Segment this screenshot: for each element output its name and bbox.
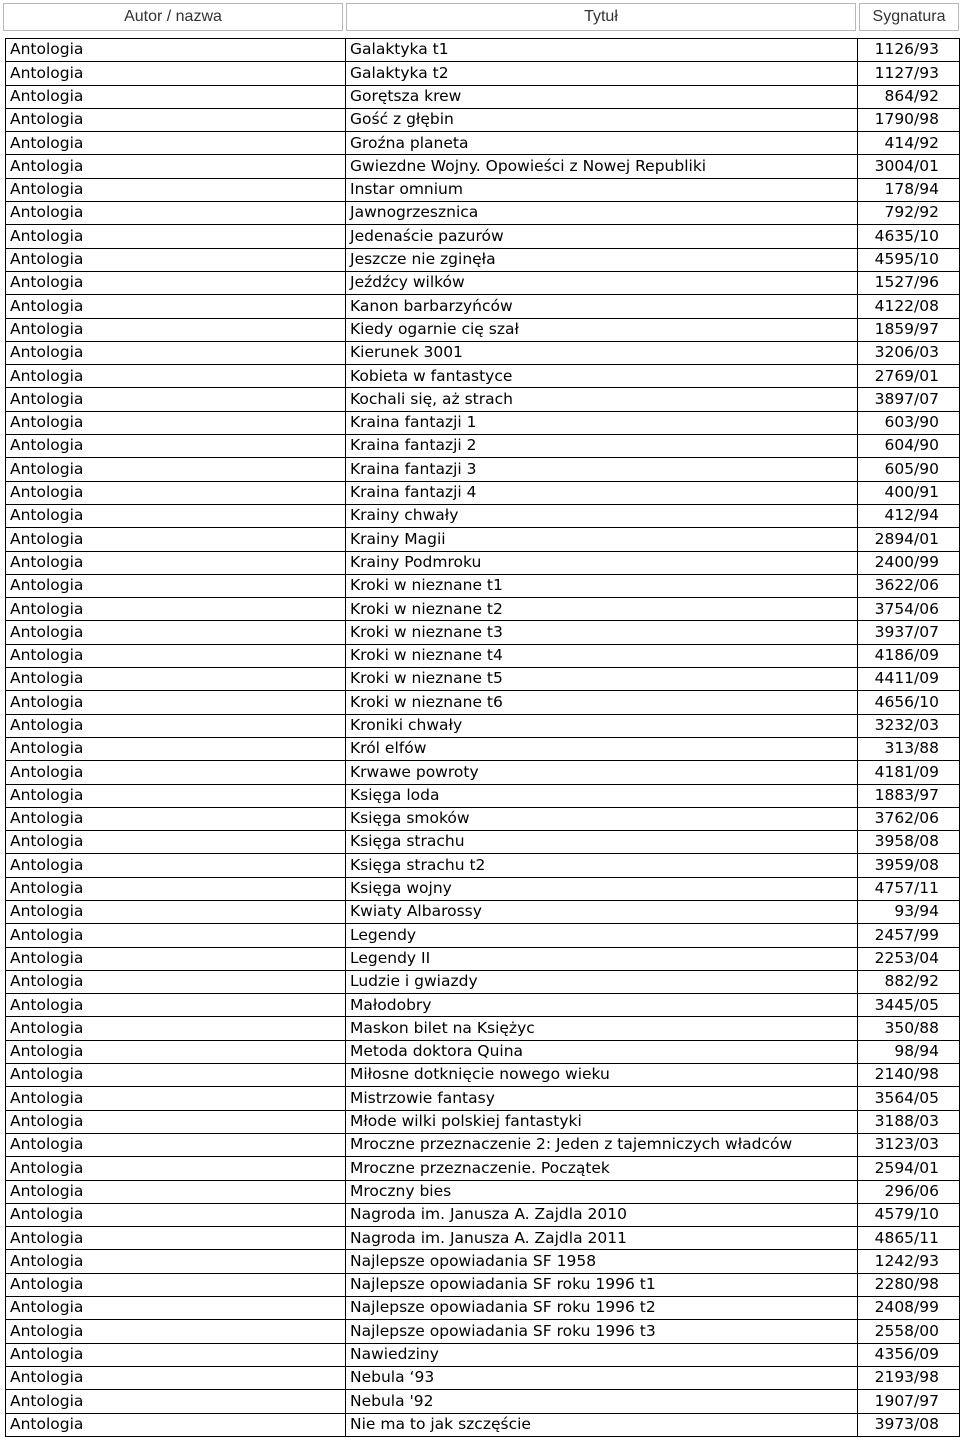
signature-cell: 2140/98	[858, 1064, 960, 1087]
title-cell: Jawnogrzesznica	[346, 202, 858, 225]
title-cell: Kanon barbarzyńców	[346, 295, 858, 318]
table-row	[6, 947, 960, 970]
author-cell: Antologia	[6, 621, 346, 644]
title-cell: Instar omnium	[346, 178, 858, 201]
table-row	[6, 528, 960, 551]
table-row	[6, 132, 960, 155]
table-row	[6, 1180, 960, 1203]
table-row	[6, 1320, 960, 1343]
author-cell: Antologia	[6, 132, 346, 155]
signature-cell: 2408/99	[858, 1297, 960, 1320]
author-cell: Antologia	[6, 528, 346, 551]
title-cell: Nie ma to jak szczęście	[346, 1413, 858, 1436]
signature-cell: 2253/04	[858, 947, 960, 970]
title-cell: Nawiedziny	[346, 1343, 858, 1366]
signature-cell: 3973/08	[858, 1413, 960, 1436]
table-row	[6, 202, 960, 225]
author-cell: Antologia	[6, 435, 346, 458]
signature-cell: 3123/03	[858, 1133, 960, 1156]
author-cell: Antologia	[6, 668, 346, 691]
author-cell: Antologia	[6, 318, 346, 341]
signature-cell: 4122/08	[858, 295, 960, 318]
table-row	[6, 1273, 960, 1296]
author-cell: Antologia	[6, 481, 346, 504]
table-row	[6, 1250, 960, 1273]
signature-cell: 2400/99	[858, 551, 960, 574]
table-row	[6, 1203, 960, 1226]
signature-cell: 414/92	[858, 132, 960, 155]
title-cell: Księga smoków	[346, 807, 858, 830]
title-cell: Miłosne dotknięcie nowego wieku	[346, 1064, 858, 1087]
table-row	[6, 691, 960, 714]
signature-cell: 2558/00	[858, 1320, 960, 1343]
author-cell: Antologia	[6, 108, 346, 131]
author-cell: Antologia	[6, 62, 346, 85]
signature-cell: 4757/11	[858, 877, 960, 900]
title-cell: Kwiaty Albarossy	[346, 900, 858, 923]
author-cell: Antologia	[6, 598, 346, 621]
title-cell: Mistrzowie fantasy	[346, 1087, 858, 1110]
title-cell: Krainy Podmroku	[346, 551, 858, 574]
title-cell: Księga loda	[346, 784, 858, 807]
title-cell: Jeźdźcy wilków	[346, 271, 858, 294]
author-cell: Antologia	[6, 1157, 346, 1180]
author-cell: Antologia	[6, 1227, 346, 1250]
author-cell: Antologia	[6, 737, 346, 760]
table-row	[6, 574, 960, 597]
signature-cell: 3937/07	[858, 621, 960, 644]
title-cell: Kroki w nieznane t2	[346, 598, 858, 621]
table-row	[6, 1157, 960, 1180]
title-cell: Legendy II	[346, 947, 858, 970]
table-row	[6, 714, 960, 737]
title-cell: Król elfów	[346, 737, 858, 760]
author-cell: Antologia	[6, 155, 346, 178]
table-row	[6, 178, 960, 201]
author-cell: Antologia	[6, 1203, 346, 1226]
signature-cell: 792/92	[858, 202, 960, 225]
signature-cell: 1242/93	[858, 1250, 960, 1273]
signature-cell: 412/94	[858, 504, 960, 527]
table-row	[6, 551, 960, 574]
signature-cell: 1883/97	[858, 784, 960, 807]
table-row	[6, 900, 960, 923]
signature-cell: 3754/06	[858, 598, 960, 621]
table-row	[6, 318, 960, 341]
table-row	[6, 1297, 960, 1320]
table-row	[6, 668, 960, 691]
author-cell: Antologia	[6, 714, 346, 737]
author-cell: Antologia	[6, 295, 346, 318]
author-cell: Antologia	[6, 202, 346, 225]
title-cell: Najlepsze opowiadania SF roku 1996 t2	[346, 1297, 858, 1320]
author-cell: Antologia	[6, 225, 346, 248]
catalog-table	[5, 38, 960, 1437]
author-cell: Antologia	[6, 574, 346, 597]
author-cell: Antologia	[6, 1413, 346, 1436]
title-cell: Kroki w nieznane t3	[346, 621, 858, 644]
signature-cell: 296/06	[858, 1180, 960, 1203]
table-row	[6, 504, 960, 527]
signature-cell: 2457/99	[858, 924, 960, 947]
table-row	[6, 1110, 960, 1133]
signature-cell: 4595/10	[858, 248, 960, 271]
signature-cell: 1126/93	[858, 39, 960, 62]
signature-cell: 605/90	[858, 458, 960, 481]
signature-cell: 98/94	[858, 1040, 960, 1063]
signature-cell: 3897/07	[858, 388, 960, 411]
signature-cell: 4656/10	[858, 691, 960, 714]
signature-cell: 2894/01	[858, 528, 960, 551]
title-cell: Krainy Magii	[346, 528, 858, 551]
title-cell: Najlepsze opowiadania SF roku 1996 t1	[346, 1273, 858, 1296]
author-cell: Antologia	[6, 831, 346, 854]
signature-cell: 3004/01	[858, 155, 960, 178]
author-cell: Antologia	[6, 644, 346, 667]
table-row	[6, 435, 960, 458]
table-row	[6, 108, 960, 131]
signature-cell: 3762/06	[858, 807, 960, 830]
signature-cell: 3232/03	[858, 714, 960, 737]
signature-cell: 350/88	[858, 1017, 960, 1040]
signature-cell: 1127/93	[858, 62, 960, 85]
title-cell: Kroki w nieznane t5	[346, 668, 858, 691]
table-row	[6, 994, 960, 1017]
table-row	[6, 155, 960, 178]
table-row	[6, 458, 960, 481]
title-cell: Kraina fantazji 4	[346, 481, 858, 504]
signature-cell: 178/94	[858, 178, 960, 201]
author-cell: Antologia	[6, 411, 346, 434]
title-cell: Kochali się, aż strach	[346, 388, 858, 411]
title-cell: Mroczny bies	[346, 1180, 858, 1203]
signature-cell: 1907/97	[858, 1390, 960, 1413]
table-row	[6, 831, 960, 854]
signature-cell: 3564/05	[858, 1087, 960, 1110]
signature-cell: 2280/98	[858, 1273, 960, 1296]
author-cell: Antologia	[6, 854, 346, 877]
signature-cell: 2769/01	[858, 365, 960, 388]
signature-cell: 93/94	[858, 900, 960, 923]
author-cell: Antologia	[6, 1390, 346, 1413]
table-row	[6, 411, 960, 434]
author-cell: Antologia	[6, 877, 346, 900]
signature-cell: 3959/08	[858, 854, 960, 877]
title-cell: Nagroda im. Janusza A. Zajdla 2011	[346, 1227, 858, 1250]
author-cell: Antologia	[6, 1040, 346, 1063]
author-cell: Antologia	[6, 1017, 346, 1040]
author-cell: Antologia	[6, 1297, 346, 1320]
table-row	[6, 1390, 960, 1413]
author-cell: Antologia	[6, 1250, 346, 1273]
title-cell: Kiedy ogarnie cię szał	[346, 318, 858, 341]
table-row	[6, 1040, 960, 1063]
author-cell: Antologia	[6, 1064, 346, 1087]
author-cell: Antologia	[6, 970, 346, 993]
title-cell: Krwawe powroty	[346, 761, 858, 784]
signature-cell: 4356/09	[858, 1343, 960, 1366]
signature-cell: 4181/09	[858, 761, 960, 784]
title-cell: Nebula ‘93	[346, 1366, 858, 1389]
title-cell: Legendy	[346, 924, 858, 947]
table-row	[6, 341, 960, 364]
title-cell: Najlepsze opowiadania SF roku 1996 t3	[346, 1320, 858, 1343]
title-cell: Kraina fantazji 1	[346, 411, 858, 434]
table-row	[6, 784, 960, 807]
author-cell: Antologia	[6, 900, 346, 923]
author-cell: Antologia	[6, 85, 346, 108]
author-cell: Antologia	[6, 39, 346, 62]
signature-cell: 2594/01	[858, 1157, 960, 1180]
signature-cell: 604/90	[858, 435, 960, 458]
table-header	[0, 0, 960, 34]
table-row	[6, 39, 960, 62]
title-cell: Galaktyka t2	[346, 62, 858, 85]
title-cell: Kobieta w fantastyce	[346, 365, 858, 388]
signature-cell: 400/91	[858, 481, 960, 504]
author-cell: Antologia	[6, 1366, 346, 1389]
table-row	[6, 761, 960, 784]
author-cell: Antologia	[6, 458, 346, 481]
title-cell: Jeszcze nie zginęła	[346, 248, 858, 271]
title-cell: Księga wojny	[346, 877, 858, 900]
title-cell: Groźna planeta	[346, 132, 858, 155]
author-cell: Antologia	[6, 1087, 346, 1110]
signature-cell: 1790/98	[858, 108, 960, 131]
table-row	[6, 924, 960, 947]
signature-cell: 3622/06	[858, 574, 960, 597]
author-cell: Antologia	[6, 994, 346, 1017]
table-row	[6, 1343, 960, 1366]
author-cell: Antologia	[6, 178, 346, 201]
signature-cell: 4579/10	[858, 1203, 960, 1226]
table-row	[6, 1366, 960, 1389]
author-cell: Antologia	[6, 924, 346, 947]
author-cell: Antologia	[6, 1110, 346, 1133]
title-cell: Jedenaście pazurów	[346, 225, 858, 248]
table-row	[6, 854, 960, 877]
author-cell: Antologia	[6, 388, 346, 411]
table-row	[6, 271, 960, 294]
signature-cell: 1527/96	[858, 271, 960, 294]
title-cell: Metoda doktora Quina	[346, 1040, 858, 1063]
title-cell: Gość z głębin	[346, 108, 858, 131]
author-cell: Antologia	[6, 1133, 346, 1156]
author-cell: Antologia	[6, 504, 346, 527]
author-cell: Antologia	[6, 784, 346, 807]
title-cell: Kroniki chwały	[346, 714, 858, 737]
table-row	[6, 388, 960, 411]
table-row	[6, 295, 960, 318]
author-cell: Antologia	[6, 1320, 346, 1343]
title-cell: Mroczne przeznaczenie. Początek	[346, 1157, 858, 1180]
author-cell: Antologia	[6, 248, 346, 271]
column-header-author: Autor / nazwa	[3, 3, 343, 31]
title-cell: Kierunek 3001	[346, 341, 858, 364]
author-cell: Antologia	[6, 947, 346, 970]
signature-cell: 603/90	[858, 411, 960, 434]
title-cell: Krainy chwały	[346, 504, 858, 527]
table-row	[6, 1017, 960, 1040]
author-cell: Antologia	[6, 271, 346, 294]
author-cell: Antologia	[6, 551, 346, 574]
title-cell: Nagroda im. Janusza A. Zajdla 2010	[346, 1203, 858, 1226]
author-cell: Antologia	[6, 807, 346, 830]
title-cell: Gorętsza krew	[346, 85, 858, 108]
title-cell: Kroki w nieznane t4	[346, 644, 858, 667]
table-row	[6, 1087, 960, 1110]
author-cell: Antologia	[6, 341, 346, 364]
signature-cell: 4411/09	[858, 668, 960, 691]
title-cell: Kroki w nieznane t6	[346, 691, 858, 714]
title-cell: Młode wilki polskiej fantastyki	[346, 1110, 858, 1133]
table-row	[6, 1413, 960, 1436]
signature-cell: 3445/05	[858, 994, 960, 1017]
table-row	[6, 62, 960, 85]
signature-cell: 4186/09	[858, 644, 960, 667]
title-cell: Kroki w nieznane t1	[346, 574, 858, 597]
title-cell: Maskon bilet na Księżyc	[346, 1017, 858, 1040]
title-cell: Najlepsze opowiadania SF 1958	[346, 1250, 858, 1273]
title-cell: Nebula '92	[346, 1390, 858, 1413]
table-row	[6, 644, 960, 667]
author-cell: Antologia	[6, 365, 346, 388]
author-cell: Antologia	[6, 1180, 346, 1203]
title-cell: Księga strachu	[346, 831, 858, 854]
column-header-signature: Sygnatura	[859, 3, 959, 31]
title-cell: Galaktyka t1	[346, 39, 858, 62]
table-row	[6, 365, 960, 388]
table-row	[6, 598, 960, 621]
author-cell: Antologia	[6, 1273, 346, 1296]
title-cell: Ludzie i gwiazdy	[346, 970, 858, 993]
signature-cell: 3958/08	[858, 831, 960, 854]
table-row	[6, 1227, 960, 1250]
title-cell: Kraina fantazji 2	[346, 435, 858, 458]
author-cell: Antologia	[6, 761, 346, 784]
table-row	[6, 1133, 960, 1156]
author-cell: Antologia	[6, 691, 346, 714]
table-row	[6, 248, 960, 271]
table-row	[6, 737, 960, 760]
table-row	[6, 807, 960, 830]
signature-cell: 2193/98	[858, 1366, 960, 1389]
signature-cell: 864/92	[858, 85, 960, 108]
table-row	[6, 621, 960, 644]
title-cell: Małodobry	[346, 994, 858, 1017]
catalog-rows	[6, 39, 960, 1437]
signature-cell: 4865/11	[858, 1227, 960, 1250]
signature-cell: 882/92	[858, 970, 960, 993]
table-row	[6, 1064, 960, 1087]
table-row	[6, 225, 960, 248]
table-row	[6, 481, 960, 504]
signature-cell: 3188/03	[858, 1110, 960, 1133]
title-cell: Gwiezdne Wojny. Opowieści z Nowej Republiki	[346, 155, 858, 178]
author-cell: Antologia	[6, 1343, 346, 1366]
signature-cell: 3206/03	[858, 341, 960, 364]
table-row	[6, 877, 960, 900]
title-cell: Kraina fantazji 3	[346, 458, 858, 481]
table-row	[6, 85, 960, 108]
signature-cell: 4635/10	[858, 225, 960, 248]
column-header-title: Tytuł	[346, 3, 856, 31]
table-row	[6, 970, 960, 993]
signature-cell: 1859/97	[858, 318, 960, 341]
title-cell: Księga strachu t2	[346, 854, 858, 877]
signature-cell: 313/88	[858, 737, 960, 760]
title-cell: Mroczne przeznaczenie 2: Jeden z tajemniczych władców	[346, 1133, 858, 1156]
